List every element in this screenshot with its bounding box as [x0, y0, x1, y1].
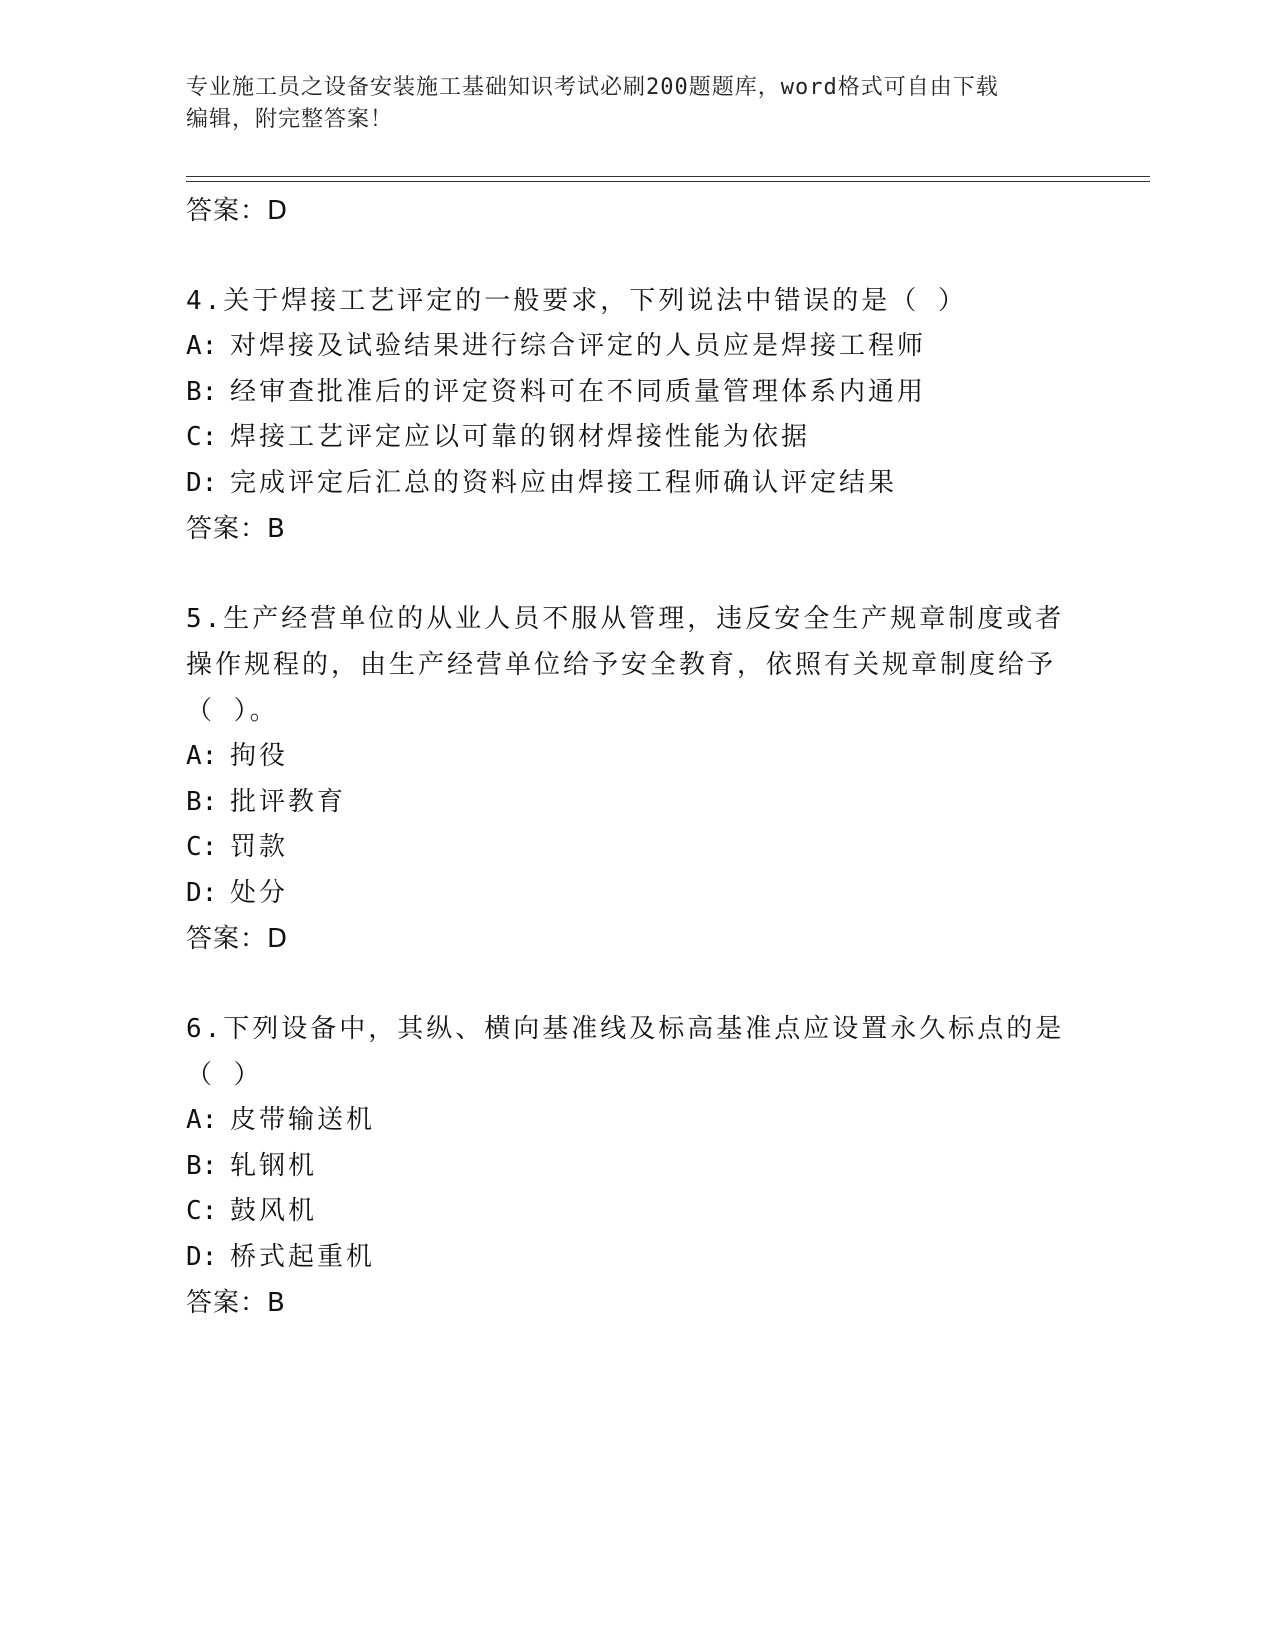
question-stem-line: 6.下列设备中，其纵、横向基准线及标高基准点应设置永久标点的是 [186, 1014, 1065, 1044]
answer-5 [186, 916, 1086, 962]
option-c [186, 415, 1086, 461]
answer-prefix: 答案： [186, 1288, 268, 1318]
option-d [186, 871, 1086, 917]
question-block-5 [186, 596, 1086, 962]
option-b [186, 1144, 1086, 1190]
page-header [186, 72, 1066, 136]
option-a [186, 1098, 1086, 1144]
previous-answer [186, 188, 1086, 234]
question-stem-line: 4.关于焊接工艺评定的一般要求，下列说法中错误的是（ ） [186, 286, 967, 316]
option-b [186, 370, 1086, 416]
question-stem-line: 5.生产经营单位的从业人员不服从管理，违反安全生产规章制度或者 [186, 604, 1065, 634]
option-d [186, 1235, 1086, 1281]
option-letter: A: [186, 741, 218, 771]
option-a [186, 734, 1086, 780]
option-letter: A: [186, 1105, 218, 1135]
question-block-6 [186, 1006, 1086, 1326]
option-letter: D: [186, 1241, 218, 1272]
option-letter: B: [186, 1150, 218, 1181]
header-line-2: 编辑，附完整答案！ [186, 107, 394, 132]
question-stem-6 [186, 1006, 1086, 1098]
answer-value: B [267, 1288, 286, 1318]
question-stem-line: （ ） [186, 1060, 263, 1090]
option-letter: B: [186, 786, 218, 817]
answer-prefix: 答案： [186, 196, 268, 226]
option-text: 处分 [230, 877, 289, 908]
option-letter: C: [186, 422, 218, 452]
option-letter: D: [186, 467, 218, 498]
option-text: 拘役 [230, 741, 289, 771]
option-text: 桥式起重机 [230, 1241, 376, 1272]
question-list [186, 188, 1086, 1326]
answer-value: D [267, 924, 289, 954]
option-text: 焊接工艺评定应以可靠的钢材焊接性能为依据 [230, 422, 811, 452]
option-text: 对焊接及试验结果进行综合评定的人员应是焊接工程师 [230, 331, 927, 361]
option-c [186, 825, 1086, 871]
answer-value: B [267, 514, 286, 544]
option-text: 皮带输送机 [230, 1105, 376, 1135]
question-stem-line: （ ）。 [186, 696, 279, 726]
option-c [186, 1189, 1086, 1235]
option-text: 罚款 [230, 832, 289, 862]
answer-6 [186, 1280, 1086, 1326]
question-stem-5 [186, 596, 1086, 734]
header-line-1: 专业施工员之设备安装施工基础知识考试必刷200题题库，word格式可自由下载 [186, 75, 999, 100]
answer-prefix: 答案： [186, 514, 268, 544]
option-letter: A: [186, 331, 218, 361]
option-text: 鼓风机 [230, 1196, 318, 1226]
question-stem-line: 操作规程的，由生产经营单位给予安全教育，依照有关规章制度给予 [186, 650, 1057, 680]
header-divider [186, 176, 1150, 182]
option-letter: C: [186, 832, 218, 862]
option-text: 经审查批准后的评定资料可在不同质量管理体系内通用 [230, 376, 927, 407]
question-stem-4 [186, 278, 1086, 324]
option-d [186, 461, 1086, 507]
option-letter: C: [186, 1196, 218, 1226]
option-letter: B: [186, 376, 218, 407]
option-b [186, 780, 1086, 826]
answer-prefix: 答案： [186, 924, 268, 954]
answer-value: D [267, 196, 289, 226]
option-text: 轧钢机 [230, 1150, 318, 1181]
option-text: 批评教育 [230, 786, 347, 817]
option-text: 完成评定后汇总的资料应由焊接工程师确认评定结果 [230, 467, 898, 498]
option-letter: D: [186, 877, 218, 908]
question-block-4 [186, 278, 1086, 552]
option-a [186, 324, 1086, 370]
answer-4 [186, 506, 1086, 552]
